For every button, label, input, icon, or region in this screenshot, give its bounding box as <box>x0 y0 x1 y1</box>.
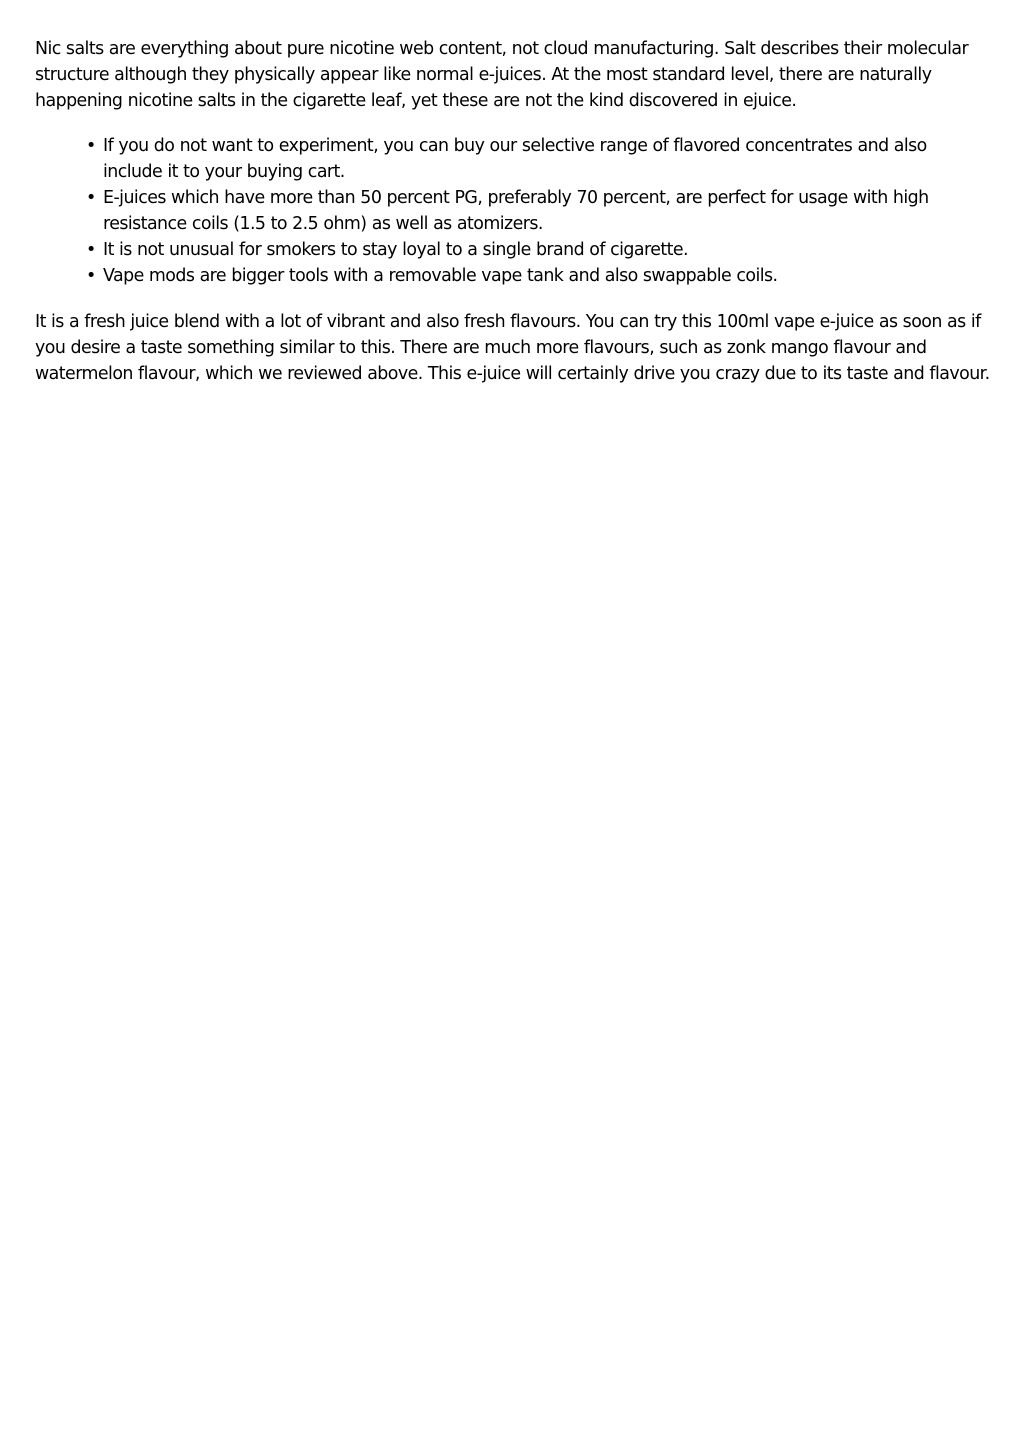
bullet-icon: • <box>86 136 96 156</box>
list-item-text: If you do not want to experiment, you can buy our selective range of flavored concentrates and also include it to your buying cart. <box>103 136 927 182</box>
list-item <box>86 185 990 237</box>
bullet-icon: • <box>86 188 96 208</box>
bullet-icon: • <box>86 266 96 286</box>
list-item-text: It is not unusual for smokers to stay loyal to a single brand of cigarette. <box>103 240 689 260</box>
list-item <box>86 263 990 289</box>
list-item-text: E-juices which have more than 50 percent PG, preferably 70 percent, are perfect for usage with high resistance coils (1.5 to 2.5 ohm) as well as atomizers. <box>103 188 929 234</box>
list-item <box>86 237 990 263</box>
paragraph-intro: Nic salts are everything about pure nicotine web content, not cloud manufacturing. Salt describes their molecular structure although they physically appear like normal e-juices. At the most standard level, there are naturally happening nicotine salts in the cigarette leaf, yet these are not the kind discovered in ejuice. <box>35 39 969 111</box>
bullet-list <box>35 133 990 289</box>
bullet-icon: • <box>86 240 96 260</box>
list-item <box>86 133 990 185</box>
document-body <box>35 36 990 387</box>
paragraph-closing: It is a fresh juice blend with a lot of vibrant and also fresh flavours. You can try this 100ml vape e-juice as soon as if you desire a taste something similar to this. There are much more flavours, such as zonk mango flavour and watermelon flavour, which we reviewed above. This e-juice will certainly drive you crazy due to its taste and flavour. <box>35 312 990 384</box>
list-item-text: Vape mods are bigger tools with a removable vape tank and also swappable coils. <box>103 266 778 286</box>
